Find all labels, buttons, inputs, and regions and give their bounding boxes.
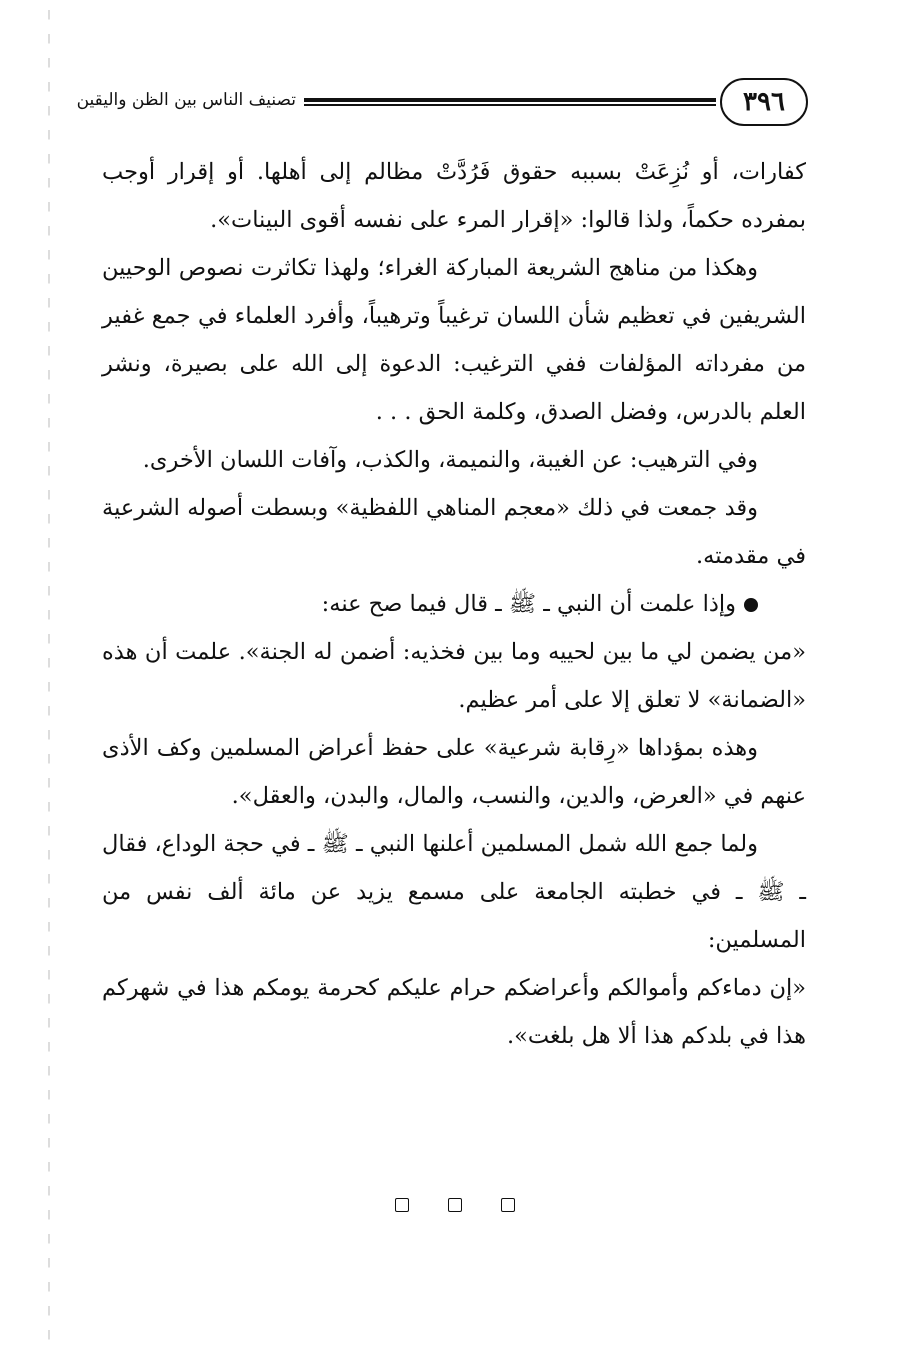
page-number-badge: ٣٩٦ [720,78,808,126]
paragraph-2: وهكذا من مناهج الشريعة المباركة الغراء؛ ولهذا تكاثرت نصوص الوحيين الشريفين في تعظيم شأن اللسان ترغيباً وترهيباً، وأفرد العلماء في جمع غفير من مفرداته المؤلفات ففي الترغيب: الدعوة إلى الله على بصيرة، ونشر العلم بالدرس، وفضل الصدق، وكلمة الحق . . . [102,255,806,425]
section-end-marks [395,1198,515,1218]
page-header [76,78,808,134]
scan-margin-artifact [48,10,50,1340]
header-rule [304,98,716,106]
bullet-icon [744,598,758,612]
end-square-icon [395,1198,409,1212]
paragraph-4: وقد جمعت في ذلك «معجم المناهي اللفظية» وبسطت أصوله الشرعية في مقدمته. [102,495,806,569]
paragraph-3: وفي الترهيب: عن الغيبة، والنميمة، والكذب، وآفات اللسان الأخرى. [142,447,758,473]
end-square-icon [448,1198,462,1212]
paragraph-6: «من يضمن لي ما بين لحييه وما بين فخذيه: أضمن له الجنة». علمت أن هذه «الضمانة» لا تعلق إلا على أمر عظيم. [102,639,806,713]
paragraph-5-text: وإذا علمت أن النبي ـ ﷺ ـ قال فيما صح عنه: [321,591,736,617]
running-title: تصنيف الناس بين الظن واليقين [76,90,296,110]
paragraph-8: ولما جمع الله شمل المسلمين أعلنها النبي ـ ﷺ ـ في حجة الوداع، فقال ـ ﷺ ـ في خطبته الجامعة على مسمع يزيد عن مائة ألف نفس من المسلمين: [102,831,806,953]
paragraph-9: «إن دماءكم وأموالكم وأعراضكم حرام عليكم كحرمة يومكم هذا في شهركم هذا في بلدكم هذا ألا هل بلغت». [102,975,806,1049]
paragraph-7: وهذه بمؤداها «رِقابة شرعية» على حفظ أعراض المسلمين وكف الأذى عنهم في «العرض، والدين، والنسب، والمال، والبدن، والعقل». [102,735,806,809]
paragraph-5 [102,580,806,628]
body-text [102,148,806,1060]
paragraph-1: كفارات، أو نُزِعَتْ بسببه حقوق فَرُدَّتْ مظالم إلى أهلها. أو إقرار أوجب بمفرده حكماً، ولذا قالوا: «إقرار المرء على نفسه أقوى البينات». [102,159,806,233]
end-square-icon [501,1198,515,1212]
